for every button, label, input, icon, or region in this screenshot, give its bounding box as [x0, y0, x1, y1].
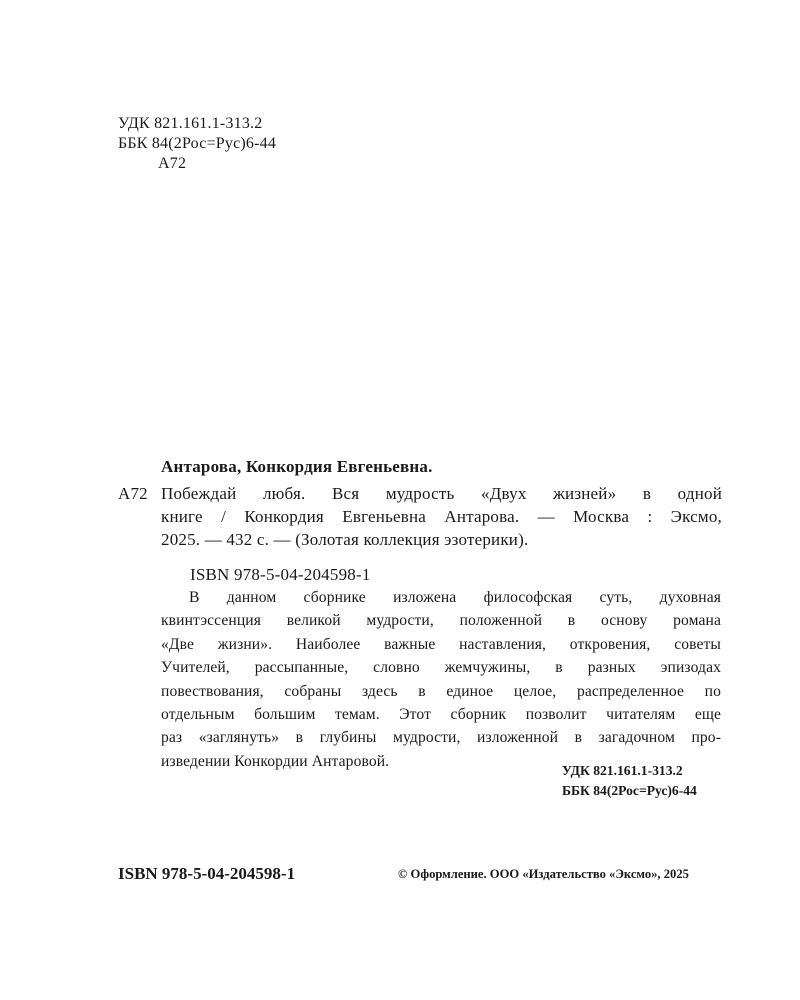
record-line: книге / Конкордия Евгеньевна Антарова. — Москва : Эксмо, — [161, 507, 722, 526]
annotation-line: квинтэссенция великой мудрости, положенной в основу романа — [161, 612, 721, 630]
annotation-line: отдельным большим темам. Этот сборник позволит читателям еще — [161, 706, 721, 724]
bbk-code: ББК 84(2Рос=Рус)6-44 — [118, 135, 277, 152]
annotation-line: В данном сборнике изложена философская суть, духовная — [189, 589, 721, 606]
bibliographic-record — [118, 455, 722, 586]
record-isbn: ISBN 978-5-04-204598-1 — [190, 565, 371, 584]
footer-isbn: ISBN 978-5-04-204598-1 — [118, 864, 296, 883]
annotation-line: «Две жизни». Наиболее важные наставления, откровения, советы — [161, 635, 721, 653]
udk-code: УДК 821.161.1-313.2 — [562, 763, 683, 778]
annotation-line: раз «заглянуть» в глубины мудрости, изложенной в загадочном про- — [161, 729, 721, 747]
annotation — [161, 586, 721, 773]
annotation-line: изведении Конкордии Антаровой. — [161, 752, 390, 770]
udk-code: УДК 821.161.1-313.2 — [118, 115, 263, 132]
footer-copyright: © Оформление. ООО «Издательство «Эксмо», 2025 — [398, 867, 689, 881]
record-line: Побеждай любя. Вся мудрость «Двух жизней» в одной — [161, 484, 722, 503]
annotation-line: Учителей, рассыпанные, словно жемчужины, в разных эпизодах — [161, 659, 721, 677]
record-author-mark: А72 — [118, 484, 148, 503]
record-entry — [118, 482, 722, 551]
bbk-code: ББК 84(2Рос=Рус)6-44 — [562, 783, 697, 798]
record-author: Антарова, Конкордия Евгеньевна. — [161, 457, 433, 476]
author-mark: А72 — [158, 155, 187, 172]
annotation-line: повествования, собраны здесь в единое целое, распределенное по — [161, 682, 721, 700]
annotation-codes — [562, 761, 697, 801]
record-description — [161, 482, 722, 551]
classification-codes — [118, 114, 276, 174]
record-line: 2025. — 432 с. — (Золотая коллекция эзотерики). — [161, 530, 529, 549]
